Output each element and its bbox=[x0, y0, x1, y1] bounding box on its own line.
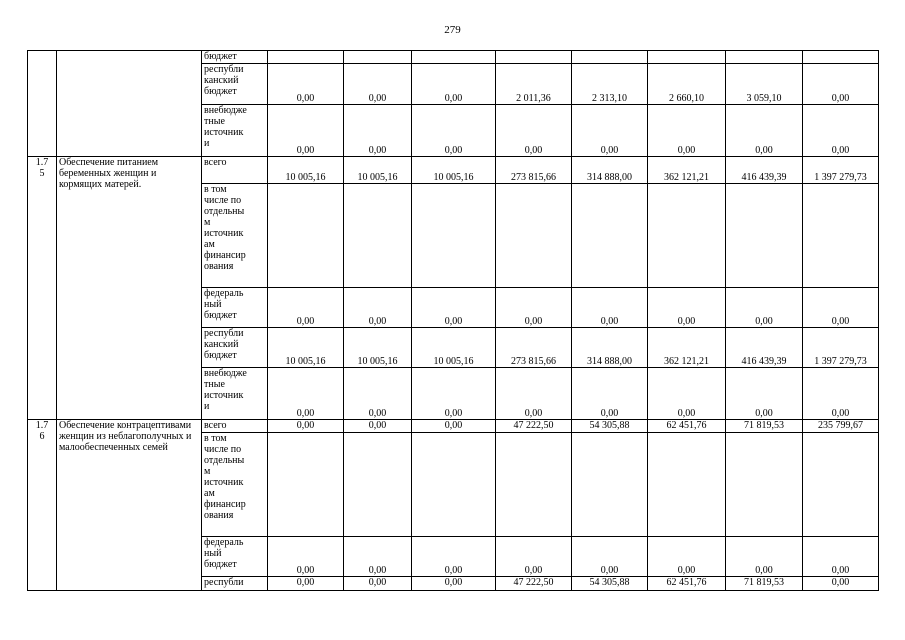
value-cell: 71 819,53 bbox=[726, 577, 803, 591]
value-cell: 2 313,10 bbox=[572, 64, 648, 105]
value-cell bbox=[648, 184, 726, 288]
value-cell: 0,00 bbox=[726, 288, 803, 328]
value-cell: 0,00 bbox=[268, 64, 344, 105]
value-cell: 0,00 bbox=[496, 288, 572, 328]
value-cell bbox=[726, 51, 803, 64]
value-cell: 416 439,39 bbox=[726, 157, 803, 184]
value-cell: 10 005,16 bbox=[412, 157, 496, 184]
value-cell: 0,00 bbox=[268, 577, 344, 591]
funding-source: всего bbox=[202, 157, 268, 184]
value-cell bbox=[572, 184, 648, 288]
funding-source: в том числе по отдельны м источник ам финансир ования bbox=[202, 433, 268, 537]
table-row bbox=[28, 51, 879, 64]
item-code: 1.7 6 bbox=[28, 420, 57, 591]
funding-source: в том числе по отдельны м источник ам финансир ования bbox=[202, 184, 268, 288]
value-cell: 0,00 bbox=[726, 105, 803, 157]
value-cell: 0,00 bbox=[648, 288, 726, 328]
value-cell bbox=[803, 433, 879, 537]
funding-source: федераль ный бюджет bbox=[202, 537, 268, 577]
value-cell: 0,00 bbox=[803, 288, 879, 328]
value-cell: 0,00 bbox=[268, 420, 344, 433]
value-cell bbox=[726, 433, 803, 537]
funding-source: всего bbox=[202, 420, 268, 433]
value-cell bbox=[572, 51, 648, 64]
value-cell: 0,00 bbox=[268, 105, 344, 157]
value-cell: 0,00 bbox=[412, 64, 496, 105]
value-cell: 0,00 bbox=[572, 288, 648, 328]
funding-source: федераль ный бюджет bbox=[202, 288, 268, 328]
value-cell: 0,00 bbox=[803, 64, 879, 105]
value-cell: 314 888,00 bbox=[572, 328, 648, 368]
value-cell: 0,00 bbox=[344, 288, 412, 328]
value-cell: 0,00 bbox=[344, 368, 412, 420]
value-cell bbox=[268, 433, 344, 537]
value-cell: 0,00 bbox=[572, 105, 648, 157]
value-cell: 0,00 bbox=[648, 368, 726, 420]
value-cell: 0,00 bbox=[803, 368, 879, 420]
value-cell bbox=[496, 433, 572, 537]
value-cell bbox=[344, 51, 412, 64]
funding-source: внебюдже тные источник и bbox=[202, 368, 268, 420]
item-name: Обеспечение питанием беременных женщин и кормящих матерей. bbox=[57, 157, 202, 420]
value-cell bbox=[268, 51, 344, 64]
table-row bbox=[28, 420, 879, 433]
value-cell: 71 819,53 bbox=[726, 420, 803, 433]
value-cell: 10 005,16 bbox=[344, 157, 412, 184]
value-cell: 10 005,16 bbox=[268, 328, 344, 368]
value-cell: 0,00 bbox=[803, 577, 879, 591]
page-number: 279 bbox=[444, 24, 461, 36]
value-cell: 0,00 bbox=[412, 105, 496, 157]
value-cell: 0,00 bbox=[412, 420, 496, 433]
value-cell: 0,00 bbox=[344, 420, 412, 433]
value-cell: 314 888,00 bbox=[572, 157, 648, 184]
value-cell: 62 451,76 bbox=[648, 577, 726, 591]
value-cell: 0,00 bbox=[803, 105, 879, 157]
value-cell: 0,00 bbox=[412, 368, 496, 420]
value-cell: 0,00 bbox=[648, 537, 726, 577]
value-cell: 2 660,10 bbox=[648, 64, 726, 105]
value-cell bbox=[496, 184, 572, 288]
value-cell: 362 121,21 bbox=[648, 328, 726, 368]
value-cell: 0,00 bbox=[344, 577, 412, 591]
value-cell: 0,00 bbox=[344, 64, 412, 105]
value-cell: 0,00 bbox=[726, 537, 803, 577]
value-cell: 0,00 bbox=[496, 105, 572, 157]
value-cell bbox=[648, 51, 726, 64]
item-name: Обеспечение контрацептивами женщин из неблагополучных и малообеспеченных семей bbox=[57, 420, 202, 591]
funding-source: внебюдже тные источник и bbox=[202, 105, 268, 157]
value-cell: 10 005,16 bbox=[268, 157, 344, 184]
value-cell bbox=[344, 184, 412, 288]
value-cell bbox=[726, 184, 803, 288]
value-cell: 0,00 bbox=[726, 368, 803, 420]
value-cell: 54 305,88 bbox=[572, 420, 648, 433]
value-cell: 362 121,21 bbox=[648, 157, 726, 184]
budget-table bbox=[27, 50, 879, 591]
value-cell: 0,00 bbox=[803, 537, 879, 577]
value-cell: 62 451,76 bbox=[648, 420, 726, 433]
funding-source: республи канский бюджет bbox=[202, 328, 268, 368]
value-cell bbox=[412, 433, 496, 537]
item-code bbox=[28, 51, 57, 157]
value-cell bbox=[412, 51, 496, 64]
item-code: 1.7 5 bbox=[28, 157, 57, 420]
value-cell: 0,00 bbox=[344, 105, 412, 157]
value-cell: 273 815,66 bbox=[496, 157, 572, 184]
funding-source: бюджет bbox=[202, 51, 268, 64]
value-cell: 1 397 279,73 bbox=[803, 157, 879, 184]
funding-source: республи канский бюджет bbox=[202, 64, 268, 105]
value-cell: 0,00 bbox=[412, 288, 496, 328]
value-cell: 273 815,66 bbox=[496, 328, 572, 368]
value-cell bbox=[803, 184, 879, 288]
value-cell: 0,00 bbox=[344, 537, 412, 577]
value-cell: 54 305,88 bbox=[572, 577, 648, 591]
value-cell bbox=[648, 433, 726, 537]
value-cell: 0,00 bbox=[572, 537, 648, 577]
value-cell: 0,00 bbox=[572, 368, 648, 420]
value-cell: 0,00 bbox=[496, 537, 572, 577]
value-cell bbox=[344, 433, 412, 537]
funding-source: республи bbox=[202, 577, 268, 591]
value-cell bbox=[412, 184, 496, 288]
value-cell bbox=[572, 433, 648, 537]
value-cell bbox=[268, 184, 344, 288]
value-cell: 2 011,36 bbox=[496, 64, 572, 105]
value-cell bbox=[496, 51, 572, 64]
value-cell bbox=[803, 51, 879, 64]
value-cell: 0,00 bbox=[268, 368, 344, 420]
value-cell: 10 005,16 bbox=[344, 328, 412, 368]
value-cell: 0,00 bbox=[268, 537, 344, 577]
item-name bbox=[57, 51, 202, 157]
value-cell: 10 005,16 bbox=[412, 328, 496, 368]
value-cell: 3 059,10 bbox=[726, 64, 803, 105]
value-cell: 235 799,67 bbox=[803, 420, 879, 433]
value-cell: 47 222,50 bbox=[496, 420, 572, 433]
value-cell: 0,00 bbox=[648, 105, 726, 157]
value-cell: 0,00 bbox=[496, 368, 572, 420]
value-cell: 0,00 bbox=[412, 537, 496, 577]
value-cell: 416 439,39 bbox=[726, 328, 803, 368]
table-row bbox=[28, 157, 879, 184]
value-cell: 47 222,50 bbox=[496, 577, 572, 591]
value-cell: 1 397 279,73 bbox=[803, 328, 879, 368]
value-cell: 0,00 bbox=[268, 288, 344, 328]
value-cell: 0,00 bbox=[412, 577, 496, 591]
